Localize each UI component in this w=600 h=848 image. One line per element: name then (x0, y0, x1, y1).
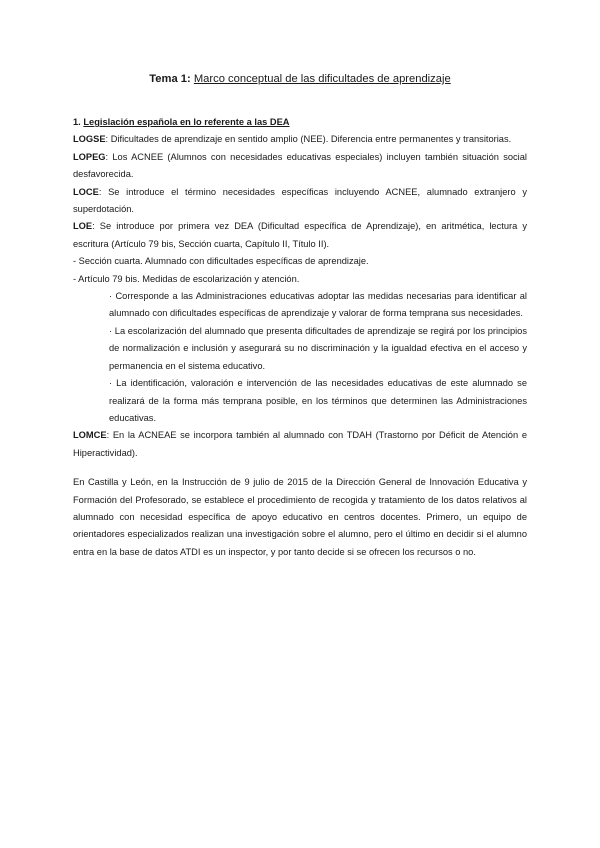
lopeg-text: : Los ACNEE (Alumnos con necesidades educativas especiales) incluyen también situación social desfavorecida. (73, 151, 527, 180)
lopeg-label: LOPEG (73, 151, 106, 162)
lomce-text: : En la ACNEAE se incorpora también al alumnado con TDAH (Trastorno por Déficit de Atención e Hiperactividad). (73, 430, 527, 458)
loce-paragraph (73, 184, 527, 219)
seccion-line: - Sección cuarta. Alumnado con dificultades específicas de aprendizaje. (73, 256, 369, 267)
loce-text: : Se introduce el término necesidades específicas incluyendo ACNEE, alumnado extranjero y superdotación. (73, 186, 527, 215)
document-body (73, 114, 527, 561)
loce-label: LOCE (73, 186, 99, 197)
title-label: Tema 1: (149, 73, 191, 85)
bullet-item: · La identificación, valoración e intervención de las necesidades educativas de este alumnado se realizará de la forma más temprana posible, en los términos que determinen las Administraciones educativas. (109, 378, 527, 423)
title-text: Marco conceptual de las dificultades de aprendizaje (193, 73, 451, 85)
section-number: 1. (73, 117, 81, 127)
section-heading-text: Legislación española en lo referente a las DEA (83, 117, 290, 127)
castilla-paragraph: En Castilla y León, en la Instrucción de 9 julio de 2015 de la Dirección General de Innovación Educativa y Formación del Profesorado, se establece el procedimiento de recogida y tratamiento de los datos relativos al alumnado con necesidad específica de apoyo educativo en centros docentes. Primero, un equipo de orientadores especializados realizan una investigación sobre el alumno, pero el último en decidir si el alumno entra en la base de datos ATDI es un inspector, y por tanto decide si se ofrecen los recursos o no. (73, 477, 527, 557)
loe-label: LOE (73, 221, 93, 232)
logse-label: LOGSE (73, 134, 106, 145)
paragraph-spacer (73, 462, 527, 474)
articulo-line: - Artículo 79 bis. Medidas de escolarización y atención. (73, 273, 300, 284)
page-title (73, 72, 527, 86)
section-heading (73, 114, 527, 131)
bullet-item: · Corresponde a las Administraciones educativas adoptar las medidas necesarias para identificar al alumnado con dificultades específicas de aprendizaje y valorar de forma temprana sus necesidades. (109, 291, 527, 319)
lopeg-paragraph (73, 149, 527, 184)
loe-paragraph (73, 218, 527, 253)
logse-paragraph (73, 131, 527, 148)
logse-text: : Dificultades de aprendizaje en sentido amplio (NEE). Diferencia entre permanentes y transitorias. (105, 134, 512, 145)
loe-text: : Se introduce por primera vez DEA (Dificultad específica de Aprendizaje), en aritmética, lectura y escritura (Artículo 79 bis, Sección cuarta, Capítulo II, Título II). (73, 221, 527, 249)
lomce-paragraph (73, 427, 527, 462)
lomce-label: LOMCE (73, 430, 107, 441)
bullet-item: · La escolarización del alumnado que presenta dificultades de aprendizaje se regirá por los principios de normalización e inclusión y asegurará su no discriminación y la igualdad efectiva en el acceso y permanencia en el sistema educativo. (109, 325, 527, 371)
